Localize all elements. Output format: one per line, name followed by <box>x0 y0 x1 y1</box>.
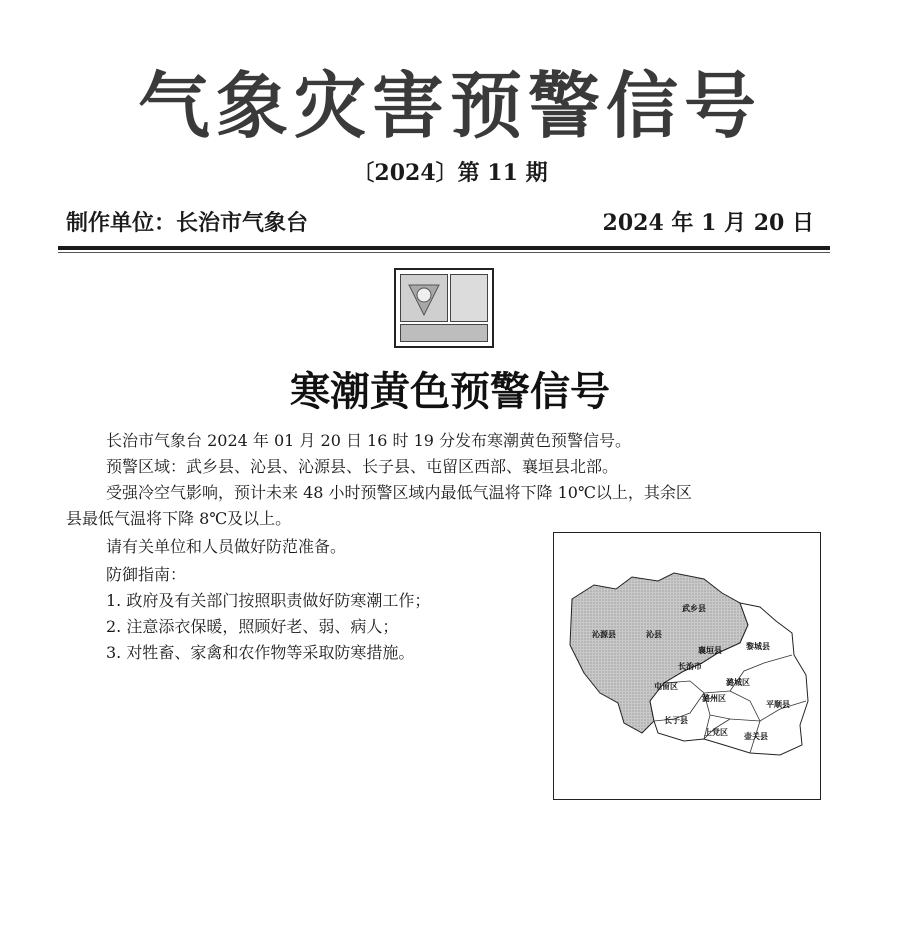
issuing-organization: 制作单位：长治市气象台 <box>66 211 309 236</box>
body-line-4: 请有关单位和人员做好防范准备。 <box>106 537 347 556</box>
header-rule-thin <box>58 252 830 253</box>
signal-text-block <box>450 274 488 322</box>
warning-area-map <box>553 532 821 800</box>
header-rule <box>58 246 830 250</box>
map-label-shangdang: 上党区 <box>704 728 728 737</box>
map-label-qinyuan: 沁源县 <box>592 630 616 639</box>
issue-date: 2024 年 1 月 20 日 <box>602 210 814 236</box>
map-label-luzhou: 潞州区 <box>702 694 726 703</box>
map-label-xiangyuan: 襄垣县 <box>698 646 722 655</box>
signal-title: 寒潮黄色预警信号 <box>290 369 610 415</box>
map-label-qinxian: 沁县 <box>646 630 662 639</box>
cold-wave-yellow-signal-icon <box>394 268 494 348</box>
map-label-wuxiang: 武乡县 <box>682 604 706 613</box>
document-title: 气象灾害预警信号 <box>137 64 762 148</box>
map-label-pingshun: 平顺县 <box>766 700 790 709</box>
map-label-changzhi: 长治市 <box>678 662 702 671</box>
body-line-3-continued: 县最低气温将下降 8℃及以上。 <box>66 509 292 528</box>
guidance-item-1: 1. 政府及有关部门按照职责做好防寒潮工作； <box>106 591 431 610</box>
map-label-zhangzi: 长子县 <box>664 716 688 725</box>
signal-code-strip <box>400 324 488 342</box>
guidance-item-2: 2. 注意添衣保暖，照顾好老、弱、病人； <box>106 617 399 636</box>
issue-number: 〔2024〕第 11 期 <box>352 160 548 186</box>
thermometer-arrow-icon <box>400 274 448 322</box>
map-label-lucheng: 潞城区 <box>726 678 750 687</box>
map-label-licheng: 黎城县 <box>746 642 770 651</box>
map-label-huguan: 壶关县 <box>744 732 768 741</box>
body-line-3: 受强冷空气影响，预计未来 48 小时预警区域内最低气温将下降 10℃以上，其余区 <box>106 483 692 502</box>
guidance-heading: 防御指南： <box>106 565 187 584</box>
body-line-2: 预警区域：武乡县、沁县、沁源县、长子县、屯留区西部、襄垣县北部。 <box>106 457 619 476</box>
map-label-tunliu: 屯留区 <box>654 682 678 691</box>
body-line-1: 长治市气象台 2024 年 01 月 20 日 16 时 19 分发布寒潮黄色预警信号。 <box>106 431 632 450</box>
guidance-item-3: 3. 对牲畜、家禽和农作物等采取防寒措施。 <box>106 643 415 662</box>
